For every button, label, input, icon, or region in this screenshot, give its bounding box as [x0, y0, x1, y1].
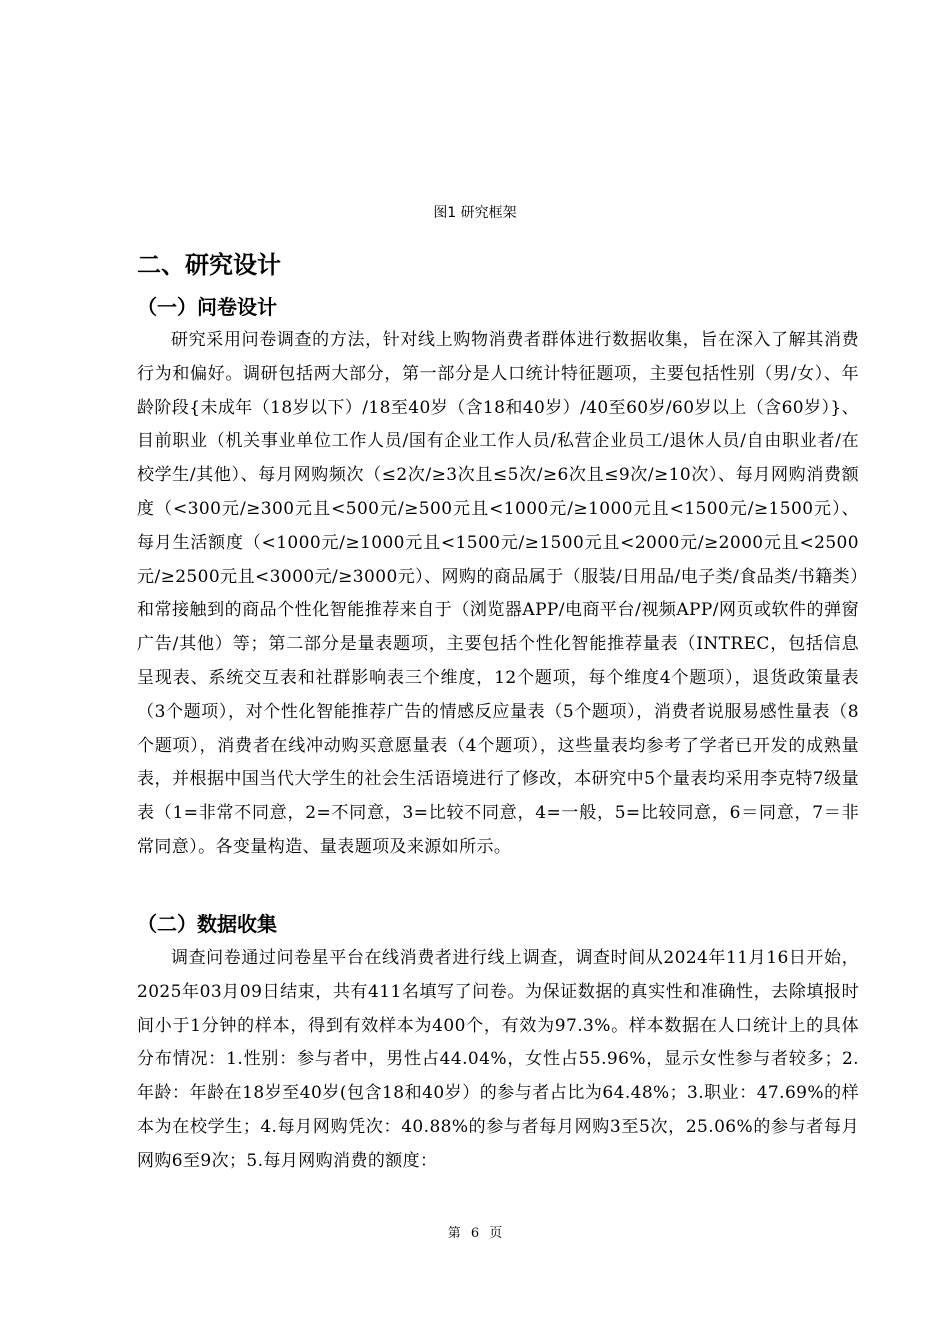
- page-number-footer: 第 6 页: [447, 1226, 503, 1241]
- section-heading: 二、研究设计: [137, 251, 281, 279]
- subsection-heading-data-collection: （二）数据收集: [137, 912, 277, 936]
- figure-caption: 图1 研究框架: [433, 205, 517, 221]
- questionnaire-paragraph: 研究采用问卷调查的方法，针对线上购物消费者群体进行数据收集，旨在深入了解其消费行为和偏好。调研包括两大部分，第一部分是人口统计特征题项，主要包括性别（男/女）、年龄阶段{未成年（18岁以下）/18至40岁（含18和40岁）/40至60岁/60岁以上（含60岁）}、目前职业（机关事业单位工作人员/国有企业工作人员/私营企业员工/退休人员/自由职业者/在校学生/其他）、每月网购频次（≤2次/≥3次且≤5次/≥6次且≤9次/≥10次）、每月网购消费额度（<300元/≥300元且<500元/≥500元且<1000元/≥1000元且<1500元/≥1500元）、每月生活额度（<1000元/≥1000元且<1500元/≥1500元且<2000元/≥2000元且<2500元/≥2500元且<3000元/≥3000元）、网购的商品属于（服装/日用品/电子类/食品类/书籍类）和常接触到的商品个性化智能推荐来自于（浏览器APP/电商平台/视频APP/网页或软件的弹窗广告/其他）等；第二部分是量表题项，主要包括个性化智能推荐量表（INTREC，包括信息呈现表、系统交互表和社群影响表三个维度，12个题项，每个维度4个题项），退货政策量表（3个题项），对个性化智能推荐广告的情感反应量表（5个题项），消费者说服易感性量表（8个题项），消费者在线冲动购买意愿量表（4个题项），这些量表均参考了学者已开发的成熟量表，并根据中国当代大学生的社会生活语境进行了修改，本研究中5个量表均采用李克特7级量表（1=非常不同意，2=不同意，3=比较不同意，4=一般，5=比较同意，6＝同意，7＝非常同意）。各变量构造、量表题项及来源如所示。: [137, 330, 859, 857]
- subsection-heading-questionnaire: （一）问卷设计: [137, 295, 277, 319]
- data-collection-paragraph: 调查问卷通过问卷星平台在线消费者进行线上调查，调查时间从2024年11月16日开始，2025年03月09日结束，共有411名填写了问卷。为保证数据的真实性和准确性，去除填报时间小于1分钟的样本，得到有效样本为400个，有效为97.3%。样本数据在人口统计上的具体分布情况：1.性别：参与者中，男性占44.04%，女性占55.96%，显示女性参与者较多；2.年龄：年龄在18岁至40岁(包含18和40岁）的参与者占比为64.48%；3.职业：47.69%的样本为在校学生；4.每月网购凭次：40.88%的参与者每月网购3至5次，25.06%的参与者每月网购6至9次；5.每月网购消费的额度：: [137, 948, 859, 1171]
